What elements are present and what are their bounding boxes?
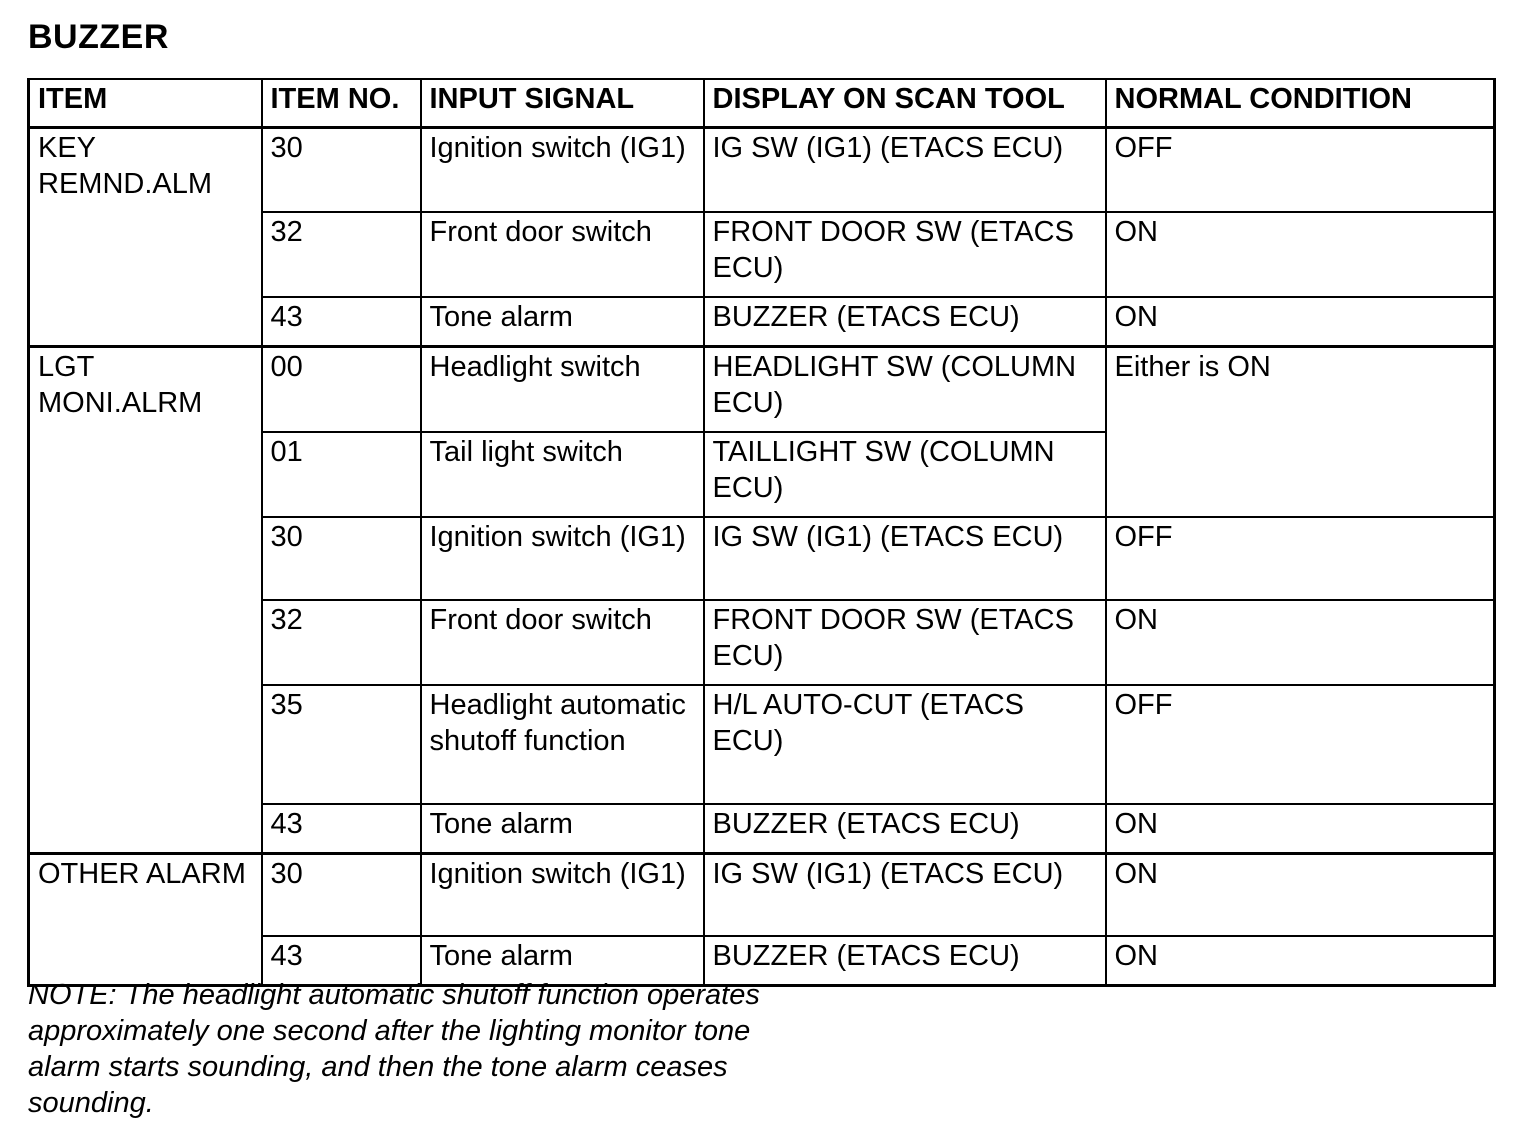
header-normal-condition: NORMAL CONDITION <box>1106 79 1495 128</box>
item-no-cell: 30 <box>262 517 421 600</box>
buzzer-table <box>27 78 1496 987</box>
input-signal-cell: Front door switch <box>421 600 704 685</box>
input-signal-cell: Ignition switch (IG1) <box>421 853 704 936</box>
display-cell: TAILLIGHT SW (COLUMN ECU) <box>704 432 1106 517</box>
condition-cell: ON <box>1106 600 1495 685</box>
condition-cell: ON <box>1106 297 1495 347</box>
page-title: BUZZER <box>28 18 169 56</box>
table-row <box>29 128 1495 212</box>
input-signal-cell: Tone alarm <box>421 297 704 347</box>
input-signal-cell: Ignition switch (IG1) <box>421 128 704 212</box>
group-key-remnd-alm <box>29 128 1495 347</box>
note-text: NOTE: The headlight automatic shutoff function operates approximately one second after the lighting monitor tone alarm starts sounding, and then the tone alarm ceases sounding. <box>28 979 760 1119</box>
item-no-cell: 32 <box>262 212 421 297</box>
condition-cell: ON <box>1106 804 1495 854</box>
display-cell: HEADLIGHT SW (COLUMN ECU) <box>704 346 1106 432</box>
display-cell: FRONT DOOR SW (ETACS ECU) <box>704 600 1106 685</box>
condition-cell: OFF <box>1106 128 1495 212</box>
group-lgt-moni-alrm <box>29 346 1495 853</box>
input-signal-cell: Headlight automatic shutoff function <box>421 685 704 804</box>
table-row <box>29 346 1495 432</box>
item-cell: OTHER ALARM <box>29 853 262 986</box>
condition-cell: OFF <box>1106 517 1495 600</box>
display-cell: BUZZER (ETACS ECU) <box>704 297 1106 347</box>
item-no-cell: 35 <box>262 685 421 804</box>
group-other-alarm <box>29 853 1495 986</box>
display-cell: IG SW (IG1) (ETACS ECU) <box>704 517 1106 600</box>
header-display-on-scan-tool: DISPLAY ON SCAN TOOL <box>704 79 1106 128</box>
condition-cell: ON <box>1106 212 1495 297</box>
header-item: ITEM <box>29 79 262 128</box>
condition-cell: Either is ON <box>1106 346 1495 517</box>
display-cell: BUZZER (ETACS ECU) <box>704 936 1106 986</box>
header-input-signal: INPUT SIGNAL <box>421 79 704 128</box>
header-row <box>29 79 1495 128</box>
item-no-cell: 43 <box>262 936 421 986</box>
input-signal-cell: Tone alarm <box>421 936 704 986</box>
item-cell: LGT MONI.ALRM <box>29 346 262 853</box>
input-signal-cell: Tone alarm <box>421 804 704 854</box>
table-row <box>29 853 1495 936</box>
header-item-no: ITEM NO. <box>262 79 421 128</box>
condition-cell: OFF <box>1106 685 1495 804</box>
item-no-cell: 01 <box>262 432 421 517</box>
item-cell: KEY REMND.ALM <box>29 128 262 347</box>
input-signal-cell: Headlight switch <box>421 346 704 432</box>
input-signal-cell: Ignition switch (IG1) <box>421 517 704 600</box>
item-no-cell: 43 <box>262 297 421 347</box>
display-cell: BUZZER (ETACS ECU) <box>704 804 1106 854</box>
item-no-cell: 43 <box>262 804 421 854</box>
item-no-cell: 00 <box>262 346 421 432</box>
input-signal-cell: Tail light switch <box>421 432 704 517</box>
item-no-cell: 30 <box>262 853 421 936</box>
item-no-cell: 32 <box>262 600 421 685</box>
display-cell: H/L AUTO-CUT (ETACS ECU) <box>704 685 1106 804</box>
condition-cell: ON <box>1106 936 1495 986</box>
display-cell: IG SW (IG1) (ETACS ECU) <box>704 128 1106 212</box>
display-cell: IG SW (IG1) (ETACS ECU) <box>704 853 1106 936</box>
condition-cell: ON <box>1106 853 1495 936</box>
input-signal-cell: Front door switch <box>421 212 704 297</box>
display-cell: FRONT DOOR SW (ETACS ECU) <box>704 212 1106 297</box>
item-no-cell: 30 <box>262 128 421 212</box>
